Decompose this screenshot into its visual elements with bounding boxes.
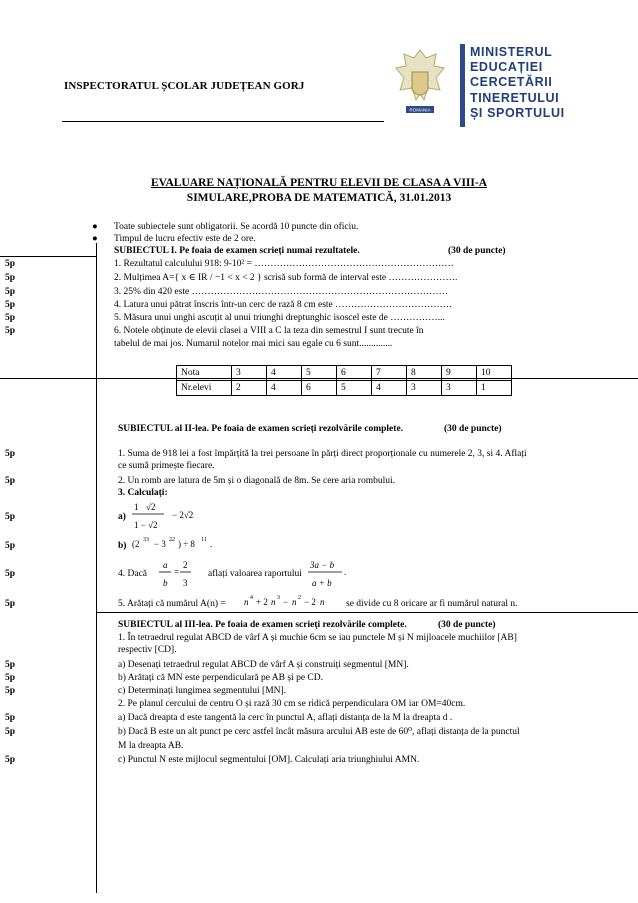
svg-text:1: 1 [134,502,139,512]
table-cell: 10 [477,366,512,381]
question-text: 2. Pe planul cercului de centru O și rază 30 cm se ridică perpendiculara OM iar OM=40cm. [118,699,466,709]
question-text: 5. Măsura unui unghi ascuțit al unui triunghi dreptunghic isoscel este de ……………... [114,313,445,323]
question-text-cont: M la dreapta AB. [118,741,184,751]
ministry-logo-text [470,45,565,121]
instruction-item [92,222,359,233]
divider [0,256,96,257]
table-cell: 6 [302,381,337,396]
svg-text:− 2: − 2 [304,597,316,607]
svg-text:n: n [320,597,325,607]
points-label: 5p [5,713,16,723]
subject2-points: (30 de puncte) [444,424,502,434]
svg-text:− 3: − 3 [154,539,166,549]
formula-4-ratio [155,557,193,591]
svg-text:3: 3 [277,595,280,601]
question-text: a) Dacă dreapta d este tangentă la cerc în punctul A, aflați distanța de la M la dreapta d . [118,713,453,723]
table-cell: 6 [337,366,372,381]
svg-text:n: n [292,597,297,607]
question-text: a) Desenați tetraedrul regulat ABCD de vârf A și construiți segmentul [MN]. [118,660,409,670]
svg-text:(2: (2 [132,539,140,549]
subject3-heading: SUBIECTUL al III-lea. Pe foaia de examen scrieți rezolvările complete. [118,620,407,630]
instruction-item [92,234,256,245]
question-text: 2. Mulțimea A={ x ∈ IR / −1 < x < 2 } scrisă sub formă de interval este …………………. [114,273,458,283]
table-cell: 1 [477,381,512,396]
ministry-logo-bar [460,44,465,127]
ministry-line: CERCETĂRII [470,75,553,90]
svg-text:+ 2: + 2 [256,597,268,607]
svg-text:3: 3 [183,578,188,588]
table-cell: 4 [267,366,302,381]
item-letter: a) [118,512,126,522]
romania-crest-icon [390,44,450,124]
points-label: 5p [5,727,16,737]
question-text-cont: respectiv [CD]. [118,645,177,655]
points-label: 5p [5,259,16,269]
question-text: b) Dacă B este un alt punct pe cerc astfel încât măsura arcului AB este de 60⁰, aflați distanța de la punctul [118,727,520,737]
question-text: 1. Suma de 918 lei a fost împărțită la trei persoane în părți direct proporționale cu numerele 2, 3, si 4. Aflați [118,449,527,459]
points-label: 5p [5,287,16,297]
formula-4-expression [306,557,350,591]
question-text: 3. 25% din 420 este ……………………………………………………………………… [114,287,449,297]
grades-table [176,365,512,396]
table-cell: 7 [372,366,407,381]
points-label: 5p [5,599,16,609]
svg-text:1 − √2: 1 − √2 [134,520,158,530]
ministry-line: EDUCAȚIEI [470,60,543,75]
svg-text:) ÷ 8: ) ÷ 8 [178,539,195,549]
points-label: 5p [5,569,16,579]
points-label: 5p [5,686,16,696]
table-cell: Nr.elevi [177,381,232,396]
question-label: 3. Calculați: [118,488,168,498]
subject2-heading: SUBIECTUL al II-lea. Pe foaia de examen scrieți rezolvările complete. [118,424,404,434]
margin-line [96,243,97,893]
svg-text:b: b [163,578,168,588]
table-row [177,381,512,396]
subject1-heading: SUBIECTUL I. Pe foaia de examen scrieți numai rezultatele. [114,246,360,256]
points-label: 5p [5,755,16,765]
formula-3a [130,498,210,534]
subject1-points: (30 de puncte) [448,246,506,256]
question-text: b) Arătați că MN este perpendiculară pe AB și pe CD. [118,673,323,683]
points-label: 5p [5,313,16,323]
svg-text:3a − b: 3a − b [310,560,335,570]
question-text: 1. În tetraedrul regulat ABCD de vârf A și muchie 6cm se iau punctele M și N mijloacele muchiilor [AB] [118,633,517,643]
ministry-line: TINERETULUI [470,90,560,105]
table-cell: 3 [232,366,267,381]
svg-text:11: 11 [201,537,207,543]
divider [96,612,638,613]
question-text: 6. Notele obținute de elevii clasei a VIII a C la teza din semestrul I sunt trecute în [114,326,424,336]
formula-5 [242,592,342,610]
svg-text:− 2√2: − 2√2 [172,510,194,520]
svg-text:=: = [174,567,180,577]
svg-text:2: 2 [183,560,188,570]
instruction-text: Timpul de lucru efectiv este de 2 ore. [114,234,256,244]
question-text: se divide cu 8 oricare ar fi numărul natural n. [346,599,518,609]
svg-text:−: − [283,597,289,607]
table-cell: 5 [302,366,337,381]
svg-text:.: . [210,539,213,549]
svg-text:4: 4 [250,595,253,601]
table-cell: 4 [372,381,407,396]
table-cell: 2 [232,381,267,396]
crest-ribbon-text: ROMANIA [409,107,431,113]
table-cell: 3 [442,381,477,396]
exam-subtitle: SIMULARE,PROBA DE MATEMATICĂ, 31.01.2013 [186,192,452,204]
table-cell: 3 [407,381,442,396]
svg-text:a + b: a + b [312,578,332,588]
question-text: 2. Un romb are latura de 5m și o diagonală de 8m. Se cere aria rombului. [118,476,395,486]
points-label: 5p [5,476,16,486]
points-label: 5p [5,541,16,551]
table-cell: 4 [267,381,302,396]
points-label: 5p [5,300,16,310]
subject3-points: (30 de puncte) [438,620,496,630]
table-cell: 9 [442,366,477,381]
table-cell: Nota [177,366,232,381]
points-label: 5p [5,512,16,522]
bullet-icon: ● [92,234,98,244]
svg-text:.: . [344,567,347,577]
points-label: 5p [5,660,16,670]
formula-3b [130,534,220,552]
table-cell: 8 [407,366,442,381]
header-underline [62,121,384,122]
svg-text:n: n [244,597,249,607]
svg-text:n: n [271,597,276,607]
points-label: 5p [5,673,16,683]
table-cell: 5 [337,381,372,396]
svg-text:a: a [163,560,168,570]
question-text: 4. Dacă [118,569,148,579]
inspectorate-title: INSPECTORATUL ȘCOLAR JUDEȚEAN GORJ [64,80,305,92]
question-text-cont: ce sumă primește fiecare. [118,461,215,471]
points-label: 5p [5,273,16,283]
points-label: 5p [5,449,16,459]
svg-text:√2: √2 [146,502,156,512]
svg-text:33: 33 [143,537,149,543]
svg-text:22: 22 [169,537,175,543]
question-text: c) Determinați lungimea segmentului [MN]. [118,686,287,696]
points-label: 5p [5,326,16,336]
question-text: aflați valoarea raportului [208,569,302,579]
exam-title: EVALUARE NAȚIONALĂ PENTRU ELEVII DE CLASA A VIII-A [150,177,488,189]
question-text: 4. Latura unui pătrat înscris într-un cerc de rază 8 cm este ………………………………. [114,300,452,310]
ministry-line: MINISTERUL [470,45,553,59]
question-text-cont: tabelul de mai jos. Numarul notelor mai mici sau egale cu 6 sunt.............. [114,339,393,349]
question-text: 1. Rezultatul calculului 918: 9-10² = ……………………………………………………… [114,259,454,269]
bullet-icon: ● [92,222,98,232]
table-row [177,366,512,381]
svg-text:2: 2 [298,595,301,601]
item-letter: b) [118,541,127,551]
question-text: 5. Arătați că numărul A(n) = [118,599,226,609]
ministry-line: ȘI SPORTULUI [470,105,565,120]
question-text: c) Punctul N este mijlocul segmentului [OM]. Calculați aria triunghiului AMN. [118,755,420,765]
instruction-text: Toate subiectele sunt obligatorii. Se acordă 10 puncte din oficiu. [114,222,359,232]
